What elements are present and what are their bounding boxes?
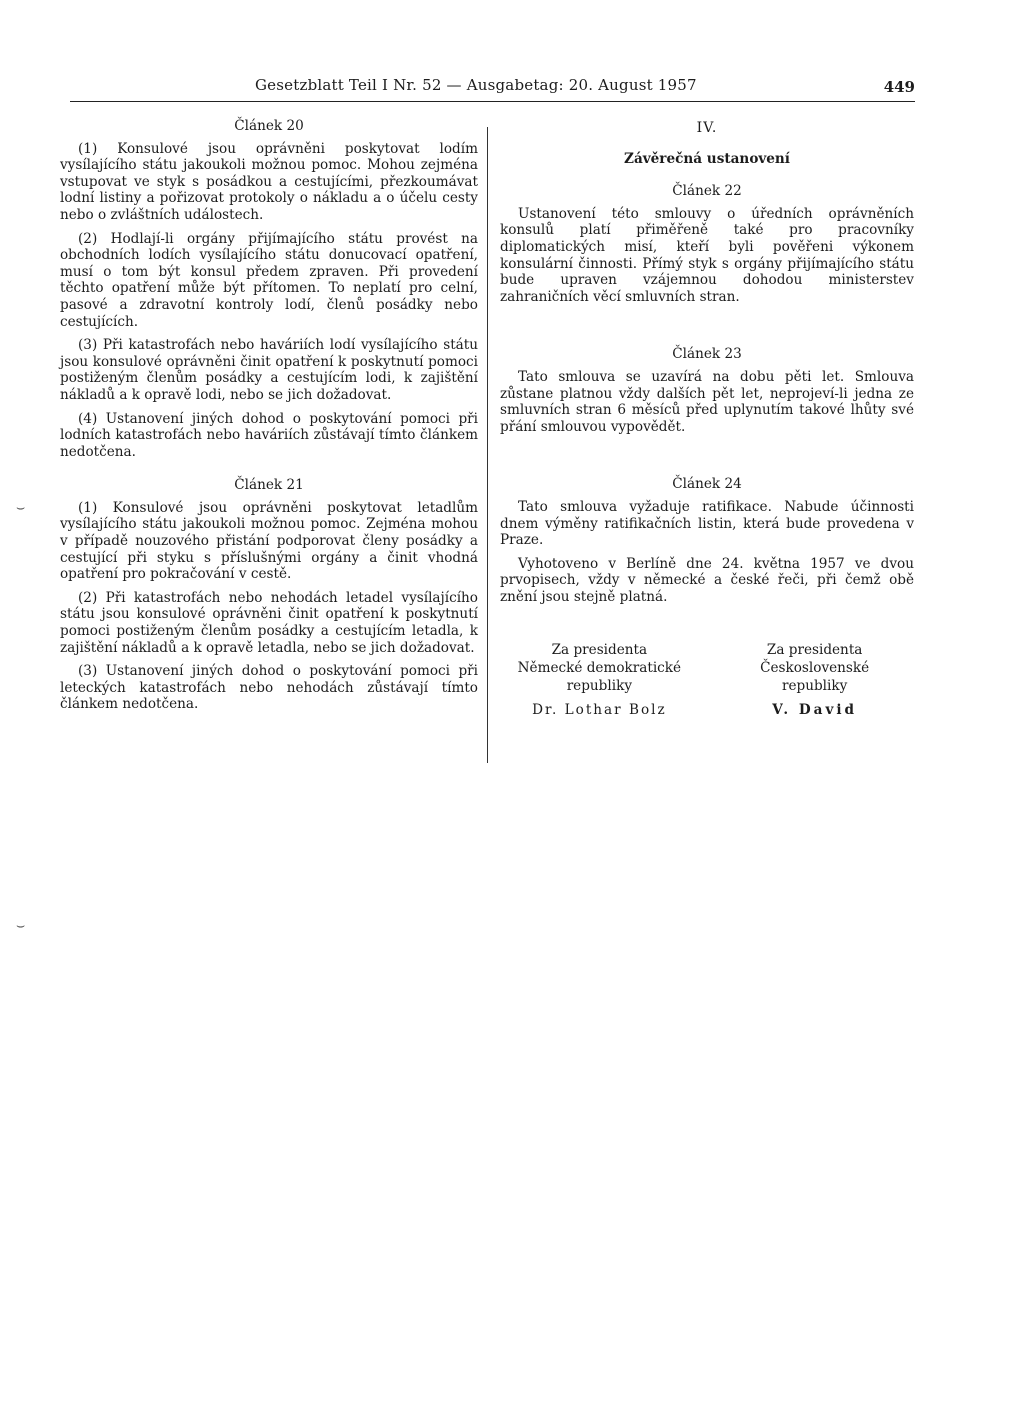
article-22-title: Článek 22	[672, 183, 742, 200]
article-21-paragraph-2: (2) Při katastrofách nebo nehodách letadel vysílajícího státu jsou konsulové oprávněni činit opatření k poskytnutí pomoci postiženým členům posádky a cestujícím letadla, k zajištění nákladů a k opravě letadla, nebo se jich dožadovat.	[60, 589, 478, 656]
margin-mark-icon: ⌣	[16, 918, 26, 934]
part-number: IV.	[696, 120, 718, 136]
signature-csr-line1: Za presidenta	[766, 642, 863, 659]
signature-gdr	[500, 641, 699, 719]
page-header	[70, 76, 915, 98]
article-21-paragraph-1: (1) Konsulové jsou oprávněni poskytovat letadlům vysílajícího státu jakoukoli možnou pomoc. Zejména mohou v případě nouzového přistání podporovat členy posádky a cestující při styku s příslušnými orgány a činit vhodná opatření pro pokračování v cestě.	[60, 499, 478, 583]
page-number: 449	[883, 78, 915, 96]
signature-csr-line2: Československé	[760, 660, 870, 677]
signature-gdr-line2: Německé demokratické	[517, 660, 682, 677]
signature-csr-signer: V. David	[772, 702, 858, 719]
article-20-paragraph-4: (4) Ustanovení jiných dohod o poskytování pomoci při lodních katastrofách nebo haváriích zůstávají tímto článkem nedotčena.	[60, 410, 478, 460]
left-column	[60, 118, 478, 720]
right-column	[500, 120, 914, 719]
article-21-paragraph-3: (3) Ustanovení jiných dohod o poskytování pomoci při leteckých katastrofách nebo nehodách zůstávají tímto článkem nedotčena.	[60, 663, 478, 713]
article-21-title: Článek 21	[234, 477, 304, 494]
article-24-paragraph-1: Tato smlouva vyžaduje ratifikace. Nabude účinnosti dnem výměny ratifikačních listin, která bude provedena v Praze.	[500, 498, 914, 549]
header-rule	[70, 101, 915, 102]
article-23-paragraph-1: Tato smlouva se uzavírá na dobu pěti let. Smlouva zůstane platnou vždy dalších pět let, neprojeví-li jedna ze smluvních stran 6 měsíců před uplynutím takové lhůty své přání smlouvou vypovědět.	[500, 368, 914, 435]
article-22-paragraph-1: Ustanovení této smlouvy o úředních oprávněních konsulů platí přiměřeně také pro pracovníky diplomatických misí, kteří byli pověřeni výkonem konsulární činnosti. Přímý styk s orgány přijímajícího státu bude upraven vzájemnou dohodou ministerstev zahraničních věcí smluvních stran.	[500, 205, 914, 305]
article-24-title: Článek 24	[672, 476, 742, 493]
signature-gdr-line1: Za presidenta	[551, 642, 648, 659]
signature-csr	[715, 641, 914, 719]
article-20-paragraph-1: (1) Konsulové jsou oprávněni poskytovat lodím vysílajícího státu jakoukoli možnou pomoc. Mohou zejména vstupovat ve styk s posádkou a cestujícími, přezkoumávat lodní listiny a pořizovat protokoly o nákladu a o účelu cesty nebo o zvláštních událostech.	[60, 140, 478, 223]
signature-block	[500, 641, 914, 719]
column-divider	[487, 127, 488, 763]
article-23-title: Článek 23	[672, 346, 742, 363]
running-title: Gesetzblatt Teil I Nr. 52 — Ausgabetag: 20. August 1957	[255, 76, 697, 94]
article-20-paragraph-2: (2) Hodlají-li orgány přijímajícího státu provést na obchodních lodích vysílajícího státu donucovací opatření, musí o tom být konsul předem zpraven. Při provedení těchto opatření může být přítomen. To neplatí pro celní, pasové a zdravotní kontroly lodí, členů posádky nebo cestujících.	[60, 230, 478, 330]
signature-gdr-line3: republiky	[566, 678, 633, 695]
margin-mark-icon: ⌣	[16, 500, 26, 516]
part-title: Závěrečná ustanovení	[624, 150, 790, 167]
article-20-paragraph-3: (3) Při katastrofách nebo haváriích lodí vysílajícího státu jsou konsulové oprávněni činit opatření k poskytnutí pomoci postiženým členům posádky a cestujícím lodi, k zajištění nákladů a k opravě lodi, nebo se jich dožadovat.	[60, 337, 478, 403]
article-24-paragraph-2: Vyhotoveno v Berlíně dne 24. května 1957 ve dvou prvopisech, vždy v německé a české řeči, při čemž obě znění jsou stejně platná.	[500, 555, 914, 605]
signature-csr-line3: republiky	[781, 678, 848, 695]
signature-gdr-signer: Dr. Lothar Bolz	[532, 702, 667, 719]
article-20-title: Článek 20	[234, 118, 304, 134]
